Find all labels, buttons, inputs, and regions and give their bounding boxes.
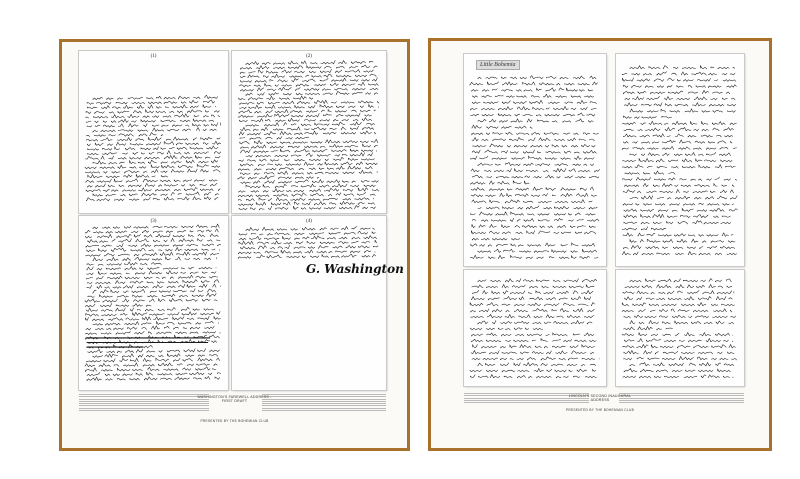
handwriting-line xyxy=(85,316,220,320)
handwriting-line xyxy=(473,175,599,178)
handwriting-line xyxy=(246,184,375,188)
handwriting-line xyxy=(624,116,672,119)
handwriting-line xyxy=(472,150,596,153)
handwriting-line xyxy=(625,297,732,300)
caption-fine-print-left xyxy=(79,394,209,412)
handwriting-line xyxy=(623,203,734,205)
handwriting-line xyxy=(472,132,599,135)
handwriting-line xyxy=(240,139,378,144)
handwriting-line xyxy=(623,121,737,124)
handwriting-line xyxy=(86,252,219,257)
handwriting-lines xyxy=(616,270,744,386)
handwriting-line xyxy=(623,85,736,88)
handwriting-line xyxy=(472,333,594,336)
handwriting-line xyxy=(478,206,597,209)
handwriting-line xyxy=(470,82,598,85)
handwriting-line xyxy=(624,351,734,354)
handwriting-line xyxy=(472,285,594,288)
handwriting-line xyxy=(471,309,595,312)
handwriting-line xyxy=(241,180,378,184)
handwriting-line xyxy=(472,291,593,294)
handwriting-line xyxy=(240,74,376,78)
page-number: (3) xyxy=(150,219,157,224)
manuscript-page-2 xyxy=(232,51,386,213)
manuscript-page-1 xyxy=(464,54,606,266)
handwriting-line xyxy=(88,183,217,187)
handwriting-line xyxy=(86,331,221,334)
handwriting-line xyxy=(624,103,735,106)
handwriting-line xyxy=(478,119,593,122)
handwriting-line xyxy=(624,184,734,187)
handwriting-line xyxy=(471,107,597,110)
handwriting-line xyxy=(472,238,520,240)
handwriting-line xyxy=(238,176,319,179)
handwriting-line xyxy=(87,339,217,343)
handwriting-line xyxy=(471,328,543,330)
handwriting-line xyxy=(630,66,735,69)
handwriting-line xyxy=(623,159,732,162)
handwriting-line xyxy=(630,239,735,242)
handwriting-line xyxy=(622,309,732,312)
handwriting-line xyxy=(87,123,221,128)
handwriting-lines xyxy=(616,54,744,266)
handwriting-line xyxy=(471,156,595,159)
handwriting-line xyxy=(239,231,375,235)
handwriting-line xyxy=(88,146,219,150)
caption-presented-by: PRESENTED BY THE BOHEMIAN CLUB xyxy=(200,419,269,423)
caption-title: LINCOLN'S SECOND INAUGURAL ADDRESS xyxy=(568,394,632,402)
handwriting-line xyxy=(472,297,591,300)
handwriting-line xyxy=(623,140,732,143)
handwriting-line xyxy=(93,224,219,229)
handwriting-line xyxy=(625,339,733,342)
right-document-board xyxy=(428,38,772,451)
handwriting-line xyxy=(246,122,375,126)
handwriting-line xyxy=(241,170,378,175)
handwriting-line xyxy=(93,354,218,358)
handwriting-line xyxy=(238,166,372,170)
manuscript-page-3 xyxy=(464,270,606,386)
handwriting-line xyxy=(87,284,221,288)
handwriting-line xyxy=(239,240,377,245)
handwriting-line xyxy=(630,109,735,112)
handwriting-line xyxy=(624,369,730,372)
handwriting-line xyxy=(240,137,309,140)
handwriting-line xyxy=(85,229,218,233)
handwriting-line xyxy=(85,363,217,367)
handwriting-line xyxy=(86,155,220,159)
handwriting-line xyxy=(239,96,313,100)
handwriting-line xyxy=(630,279,731,282)
handwriting-line xyxy=(472,357,599,360)
handwriting-line xyxy=(630,363,734,366)
handwriting-line xyxy=(86,110,219,114)
handwriting-line xyxy=(471,315,594,318)
handwriting-line xyxy=(470,303,594,306)
handwriting-line xyxy=(624,221,731,224)
handwriting-lines xyxy=(464,54,606,266)
handwriting-line xyxy=(470,369,596,372)
handwriting-line xyxy=(246,91,378,95)
handwriting-line xyxy=(478,279,597,282)
handwriting-line xyxy=(622,78,736,81)
handwriting-line xyxy=(246,61,373,65)
handwriting-line xyxy=(241,245,379,249)
handwriting-line xyxy=(87,105,215,109)
handwriting-line xyxy=(625,285,732,288)
handwriting-line xyxy=(478,321,592,324)
handwriting-line xyxy=(622,146,736,149)
handwriting-line xyxy=(93,95,218,99)
handwriting-line xyxy=(624,327,673,330)
handwriting-line xyxy=(623,190,733,193)
handwriting-line xyxy=(473,144,595,147)
handwriting-line xyxy=(625,171,675,174)
handwriting-line xyxy=(93,160,218,164)
handwriting-line xyxy=(87,377,220,381)
handwriting-line xyxy=(471,187,593,190)
handwriting-line xyxy=(239,201,375,205)
handwriting-lines xyxy=(79,51,228,213)
handwriting-line xyxy=(240,162,377,166)
handwriting-line xyxy=(472,125,532,128)
handwriting-line xyxy=(478,162,594,165)
handwriting-line xyxy=(87,307,214,311)
handwriting-line xyxy=(473,218,599,221)
handwriting-line xyxy=(623,252,737,255)
handwriting-line xyxy=(87,137,221,141)
handwriting-line xyxy=(88,238,220,242)
handwriting-line xyxy=(86,326,214,330)
handwriting-line xyxy=(246,153,373,158)
handwriting-line xyxy=(241,144,378,149)
handwriting-lines xyxy=(232,51,386,213)
handwriting-line xyxy=(624,214,730,217)
handwriting-line xyxy=(240,69,373,73)
handwriting-line xyxy=(87,358,220,362)
handwriting-line xyxy=(478,363,596,366)
handwriting-line xyxy=(623,246,734,249)
handwriting-line xyxy=(87,262,161,265)
handwriting-line xyxy=(93,128,216,132)
handwriting-line xyxy=(471,243,595,246)
manuscript-page-1 xyxy=(79,51,228,213)
handwriting-line xyxy=(471,181,529,184)
handwriting-line xyxy=(472,224,596,227)
handwriting-line xyxy=(470,212,595,215)
handwriting-line xyxy=(87,248,220,252)
handwriting-line xyxy=(87,100,215,104)
caption-title: WASHINGTON'S FAREWELL ADDRESS - FIRST DRAFT xyxy=(197,395,272,403)
handwriting-line xyxy=(472,138,595,141)
handwriting-line xyxy=(88,293,216,297)
handwriting-line xyxy=(473,345,595,348)
handwriting-line xyxy=(624,128,734,131)
handwriting-line xyxy=(471,351,594,354)
handwriting-line xyxy=(85,164,220,168)
handwriting-line xyxy=(87,197,219,201)
handwriting-line xyxy=(470,255,598,258)
handwriting-line xyxy=(241,149,377,153)
handwriting-line xyxy=(625,97,735,100)
handwriting-line xyxy=(238,254,376,258)
handwriting-line xyxy=(238,250,375,254)
handwriting-line xyxy=(86,169,221,173)
manuscript-page-2 xyxy=(616,54,744,266)
handwriting-line xyxy=(623,375,733,378)
handwriting-line xyxy=(86,312,220,317)
handwriting-line xyxy=(87,151,221,155)
page-number: (1) xyxy=(150,54,157,59)
handwriting-line xyxy=(623,233,733,236)
handwriting-line xyxy=(240,104,378,108)
handwriting-line xyxy=(472,339,597,342)
handwriting-lines xyxy=(464,270,606,386)
handwriting-line xyxy=(238,198,373,202)
handwriting-line xyxy=(238,192,375,197)
handwriting-line xyxy=(472,193,597,196)
handwriting-line xyxy=(86,119,214,123)
handwriting-line xyxy=(623,165,736,168)
collection-tag: Little Bohemia xyxy=(476,60,520,70)
handwriting-line xyxy=(623,177,737,180)
handwriting-line xyxy=(93,257,217,261)
handwriting-line xyxy=(93,321,218,325)
board-caption xyxy=(192,395,277,423)
manuscript-page-3 xyxy=(79,216,228,390)
handwriting-line xyxy=(624,315,736,318)
handwriting-line xyxy=(86,335,220,339)
handwriting-line xyxy=(622,303,734,306)
signature: G. Washington xyxy=(306,262,404,276)
handwriting-line xyxy=(85,234,218,238)
handwriting-line xyxy=(472,88,593,91)
handwriting-line xyxy=(623,291,734,294)
handwriting-line xyxy=(623,333,733,336)
handwriting-line xyxy=(241,126,374,130)
left-document-board xyxy=(59,39,410,451)
handwriting-line xyxy=(87,372,221,376)
handwriting-line xyxy=(239,82,378,87)
handwriting-line xyxy=(86,275,218,279)
handwriting-line xyxy=(87,280,219,284)
handwriting-line xyxy=(86,244,221,248)
handwriting-line xyxy=(239,131,376,135)
handwriting-line xyxy=(88,174,168,178)
handwriting-line xyxy=(86,179,217,183)
handwriting-line xyxy=(239,110,376,114)
handwriting-line xyxy=(472,200,593,203)
handwriting-line xyxy=(85,367,216,372)
handwriting-line xyxy=(240,100,379,104)
handwriting-line xyxy=(93,192,219,196)
handwriting-line xyxy=(241,65,378,69)
handwriting-line xyxy=(471,231,596,234)
handwriting-line xyxy=(624,209,738,212)
handwriting-line xyxy=(246,227,375,231)
handwriting-line xyxy=(630,196,737,199)
handwriting-lines xyxy=(79,216,228,390)
page-number: (2) xyxy=(306,54,312,59)
handwriting-line xyxy=(87,133,163,137)
handwriting-line xyxy=(478,76,596,79)
manuscript-page-4 xyxy=(616,270,744,386)
handwriting-line xyxy=(93,289,216,293)
handwriting-line xyxy=(239,188,379,193)
handwriting-line xyxy=(630,321,734,324)
handwriting-line xyxy=(85,298,217,302)
handwriting-line xyxy=(630,152,731,155)
handwriting-line xyxy=(85,303,151,307)
caption-fine-print-right xyxy=(262,394,386,412)
handwriting-line xyxy=(87,267,216,270)
handwriting-line xyxy=(239,157,375,161)
handwriting-line xyxy=(239,206,375,210)
handwriting-line xyxy=(622,72,735,75)
handwriting-line xyxy=(86,188,220,192)
manuscript-page-4 xyxy=(232,216,404,390)
handwriting-line xyxy=(623,345,736,348)
handwriting-line xyxy=(240,78,377,83)
handwriting-line xyxy=(624,357,737,360)
handwriting-line xyxy=(473,94,594,97)
handwriting-line xyxy=(623,91,729,94)
handwriting-line xyxy=(85,114,219,118)
page-number: (4) xyxy=(306,219,312,224)
handwriting-line xyxy=(472,100,596,103)
handwriting-line xyxy=(241,87,378,91)
handwriting-line xyxy=(239,113,372,117)
board-caption xyxy=(561,394,639,412)
handwriting-line xyxy=(87,345,153,349)
handwriting-line xyxy=(623,134,732,137)
handwriting-line xyxy=(88,349,220,353)
handwriting-line xyxy=(470,375,596,378)
handwriting-line xyxy=(471,113,595,116)
handwriting-line xyxy=(478,249,597,252)
handwriting-line xyxy=(622,227,666,230)
handwriting-line xyxy=(87,141,220,146)
handwriting-line xyxy=(239,118,371,122)
caption-presented-by: PRESENTED BY THE BOHEMIAN CLUB xyxy=(565,408,635,412)
handwriting-line xyxy=(240,236,377,240)
handwriting-line xyxy=(87,271,216,275)
handwriting-line xyxy=(471,169,599,172)
handwriting-lines xyxy=(232,216,386,390)
